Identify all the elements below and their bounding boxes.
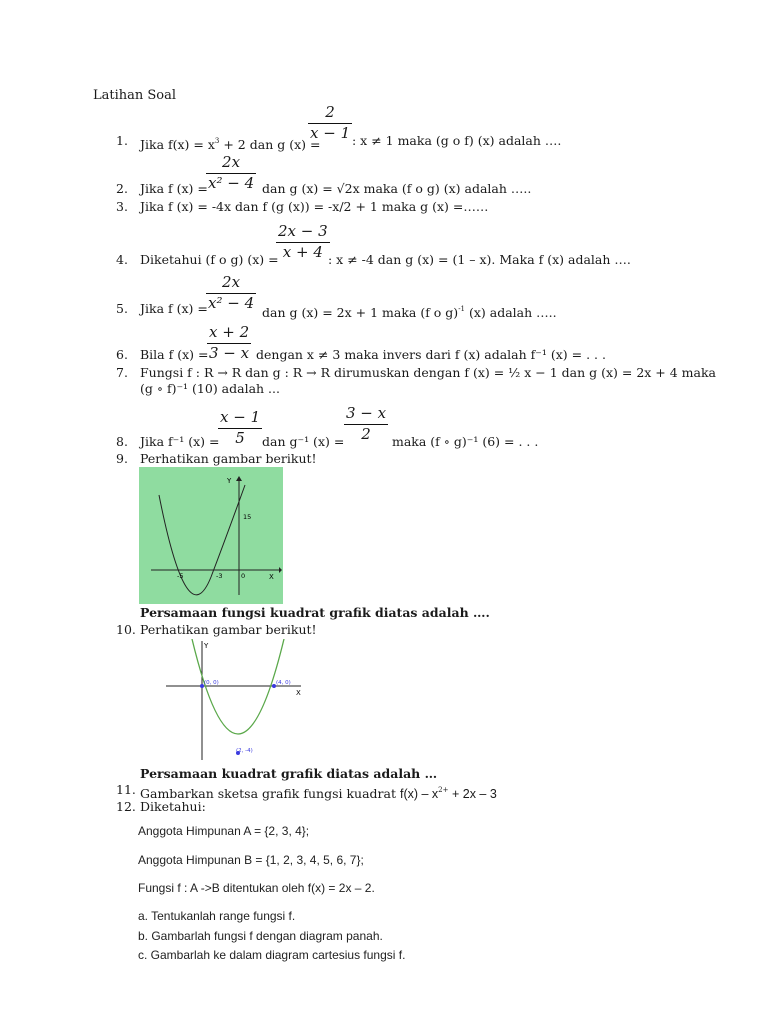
q10-number: 10. xyxy=(116,622,136,637)
q10-label-origin: (0, 0) xyxy=(204,680,219,686)
q6-fraction xyxy=(207,324,251,362)
q10-y-label: Y xyxy=(204,642,209,650)
q1-fraction-denominator: x − 1 xyxy=(310,124,351,142)
q5-fraction-numerator: 2x xyxy=(222,273,241,291)
q8-fraction-1 xyxy=(218,409,262,447)
q12-line-b: b. Gambarlah fungsi f dengan diagram panah. xyxy=(138,929,383,943)
q12-problem-box xyxy=(134,818,414,966)
q8-fraction-2-numerator: 3 − x xyxy=(346,404,387,422)
q5-text-pre: Jika f (x) = xyxy=(140,301,208,316)
q10-text: Perhatikan gambar berikut! xyxy=(140,622,317,637)
q11-number: 11. xyxy=(116,782,136,797)
q2-fraction-denominator: x² − 4 xyxy=(208,174,255,192)
q12-line-a: a. Tentukanlah range fungsi f. xyxy=(138,909,296,923)
q6-text-pre: Bila f (x) = xyxy=(140,347,209,362)
q10-caption: Persamaan kuadrat grafik diatas adalah … xyxy=(140,766,438,781)
q2-number: 2. xyxy=(116,181,128,196)
q8-fraction-1-numerator: x − 1 xyxy=(220,408,261,426)
q12-line-2: Anggota Himpunan B = {1, 2, 3, 4, 5, 6, 7}; xyxy=(138,853,364,867)
q10-label-4-0: (4, 0) xyxy=(276,680,291,686)
q5-number: 5. xyxy=(116,301,128,316)
q1-fraction xyxy=(308,104,352,142)
q7-number: 7. xyxy=(116,365,128,380)
q1-text-pre: Jika $f(x) = x^3 + 2$ dan g (x) = xyxy=(140,137,321,152)
q6-fraction-numerator: x + 2 xyxy=(209,323,250,341)
q7-line2: (g ∘ f)⁻¹ (10) adalah ... xyxy=(140,381,280,396)
q12-number: 12. xyxy=(116,799,136,814)
q9-graph xyxy=(139,467,283,604)
q5-fraction-denominator: x² − 4 xyxy=(208,294,255,312)
q10-label-vertex: (2, -4) xyxy=(236,748,253,754)
q4-text-post: : x ≠ -4 dan g (x) = (1 – x). Maka f (x) adalah …. xyxy=(328,252,631,267)
q2-fraction xyxy=(206,154,256,192)
q2-text-post: dan g (x) = √2x maka (f o g) (x) adalah ….. xyxy=(262,181,532,196)
q9-y-label: Y xyxy=(227,477,232,485)
q5-fraction xyxy=(206,274,256,312)
q8-text-post: maka (f ∘ g)⁻¹ (6) = . . . xyxy=(392,434,539,449)
q12-line-1: Anggota Himpunan A = {2, 3, 4}; xyxy=(138,824,310,838)
q9-x-tick-neg5: -5 xyxy=(177,572,184,580)
q9-caption: Persamaan fungsi kuadrat grafik diatas adalah …. xyxy=(140,605,490,620)
q12-line-3: Fungsi f : A ->B ditentukan oleh f(x) = 2x – 2. xyxy=(138,881,375,895)
q6-number: 6. xyxy=(116,347,128,362)
q2-text-pre: Jika f (x) = xyxy=(140,181,208,196)
q9-x-label: X xyxy=(269,573,274,581)
q6-text-post: dengan x ≠ 3 maka invers dari f (x) adalah f⁻¹ (x) = . . . xyxy=(256,347,606,362)
q4-fraction-denominator: x + 4 xyxy=(282,243,323,261)
q8-fraction-1-denominator: 5 xyxy=(235,429,245,447)
q9-x-tick-0: 0 xyxy=(241,572,246,580)
q8-number: 8. xyxy=(116,434,128,449)
q10-graph xyxy=(166,639,326,762)
q1-number: 1. xyxy=(116,133,128,148)
q4-fraction xyxy=(276,223,330,261)
q11-text: Gambarkan sketsa grafik fungsi kuadrat $f(x) - x^{2+} + 2x - 3$ xyxy=(140,786,497,801)
q1-text-post: : x ≠ 1 maka (g o f) (x) adalah …. xyxy=(352,133,562,148)
q8-fraction-2 xyxy=(344,405,388,443)
q12-line-c: c. Gambarlah ke dalam diagram cartesius fungsi f. xyxy=(138,948,406,962)
q8-text-pre: Jika f⁻¹ (x) = xyxy=(140,434,220,449)
q10-x-label: X xyxy=(296,689,301,697)
q5-text-post: dan g (x) = 2x + 1 maka (f o g)$^{-1}$ (x) adalah ….. xyxy=(262,305,557,320)
q6-fraction-denominator: 3 − x xyxy=(209,344,250,362)
q9-text: Perhatikan gambar berikut! xyxy=(140,451,317,466)
q8-text-mid: dan g⁻¹ (x) = xyxy=(262,434,345,449)
q9-number: 9. xyxy=(116,451,128,466)
q9-graph-background xyxy=(139,467,283,604)
q2-fraction-numerator: 2x xyxy=(222,153,241,171)
q3-text: Jika f (x) = -4x dan f (g (x)) = -x/2 + 1 maka g (x) =…… xyxy=(140,199,489,214)
q9-y-tick-15: 15 xyxy=(243,513,252,521)
q3-number: 3. xyxy=(116,199,128,214)
q1-fraction-numerator: 2 xyxy=(325,103,335,121)
q4-fraction-numerator: 2x − 3 xyxy=(278,222,328,240)
q9-x-tick-neg3: -3 xyxy=(216,572,223,580)
page-title: Latihan Soal xyxy=(93,88,177,103)
q4-text-pre: Diketahui (f o g) (x) = xyxy=(140,252,279,267)
q7-line1: Fungsi f : R → R dan g : R → R dirumuskan dengan f (x) = ½ x − 1 dan g (x) = 2x + 4 maka xyxy=(140,365,717,380)
q12-text: Diketahui: xyxy=(140,799,206,814)
q4-number: 4. xyxy=(116,252,128,267)
q8-fraction-2-denominator: 2 xyxy=(361,425,371,443)
